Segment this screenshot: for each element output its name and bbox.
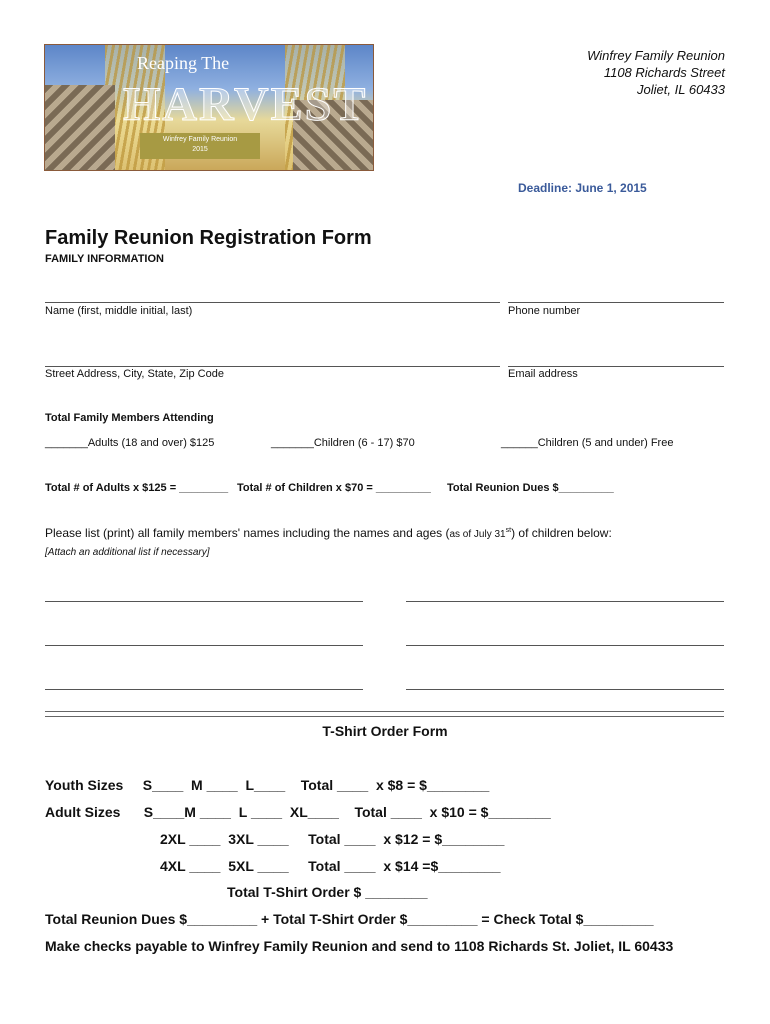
family-info-heading: FAMILY INFORMATION: [45, 253, 164, 265]
children-6-17-count-field[interactable]: _______Children (6 - 17) $70: [271, 437, 415, 449]
banner-plaque: [140, 133, 260, 159]
as-of-date-suffix: st: [505, 527, 512, 534]
member-name-field[interactable]: [406, 689, 724, 690]
member-name-field[interactable]: [45, 645, 363, 646]
attach-note: [Attach an additional list if necessary]: [45, 547, 210, 558]
xl2-xl3-row[interactable]: 2XL ____ 3XL ____ Total ____ x $12 = $________: [160, 831, 505, 847]
address-line2: 1108 Richards Street: [603, 65, 725, 80]
youth-sizes-row[interactable]: Youth Sizes S____ M ____ L____ Total ____ x $8 = $________: [45, 777, 490, 793]
basket-graphic-left: [45, 85, 115, 170]
member-name-field[interactable]: [406, 601, 724, 602]
member-name-field[interactable]: [45, 689, 363, 690]
phone-field[interactable]: [508, 302, 724, 303]
list-instructions: [45, 526, 612, 540]
as-of-date: as of July 31: [449, 529, 506, 540]
member-name-field[interactable]: [45, 601, 363, 602]
section-divider: [45, 711, 724, 717]
member-name-field[interactable]: [406, 645, 724, 646]
children-under-5-count-field[interactable]: ______Children (5 and under) Free: [501, 437, 674, 449]
email-label: Email address: [508, 368, 578, 380]
adults-count-field[interactable]: _______Adults (18 and over) $125: [45, 437, 215, 449]
name-field[interactable]: [45, 302, 500, 303]
list-instructions-part1: Please list (print) all family members' names including the names and ages (: [45, 526, 450, 540]
address-line3: Joliet, IL 60433: [637, 82, 725, 97]
address-label: Street Address, City, State, Zip Code: [45, 368, 224, 380]
attending-heading: Total Family Members Attending: [45, 412, 214, 424]
banner-plaque-line2: 2015: [192, 146, 208, 153]
xl4-xl5-row[interactable]: 4XL ____ 5XL ____ Total ____ x $14 =$________: [160, 858, 501, 874]
list-instructions-part2: ) of children below:: [511, 526, 612, 540]
phone-label: Phone number: [508, 305, 581, 317]
total-children-field[interactable]: Total # of Children x $70 = _________: [237, 482, 431, 494]
banner-title-line1: Reaping The: [137, 53, 230, 73]
name-label: Name (first, middle initial, last): [45, 305, 193, 317]
reunion-address: [587, 47, 725, 98]
address-field[interactable]: [45, 366, 500, 367]
page-title: Family Reunion Registration Form: [45, 227, 372, 249]
total-adults-field[interactable]: Total # of Adults x $125 = ________: [45, 482, 229, 494]
check-total-row[interactable]: Total Reunion Dues $_________ + Total T-Shirt Order $_________ = Check Total $_________: [45, 911, 654, 927]
total-reunion-dues-field[interactable]: Total Reunion Dues $_________: [447, 482, 614, 494]
harvest-banner-image: [44, 44, 374, 171]
address-line1: Winfrey Family Reunion: [587, 48, 725, 63]
deadline-text: Deadline: June 1, 2015: [518, 181, 647, 195]
email-field[interactable]: [508, 366, 724, 367]
adult-sizes-row[interactable]: Adult Sizes S____M ____ L ____ XL____ Total ____ x $10 = $________: [45, 804, 551, 820]
payable-instructions: Make checks payable to Winfrey Family Reunion and send to 1108 Richards St. Joliet, IL 60433: [45, 938, 674, 954]
tshirt-order-title: T-Shirt Order Form: [322, 723, 448, 739]
banner-title-line2: HARVEST: [123, 78, 368, 131]
tshirt-order-total-field[interactable]: Total T-Shirt Order $ ________: [227, 884, 428, 900]
banner-plaque-line1: Winfrey Family Reunion: [162, 136, 238, 143]
